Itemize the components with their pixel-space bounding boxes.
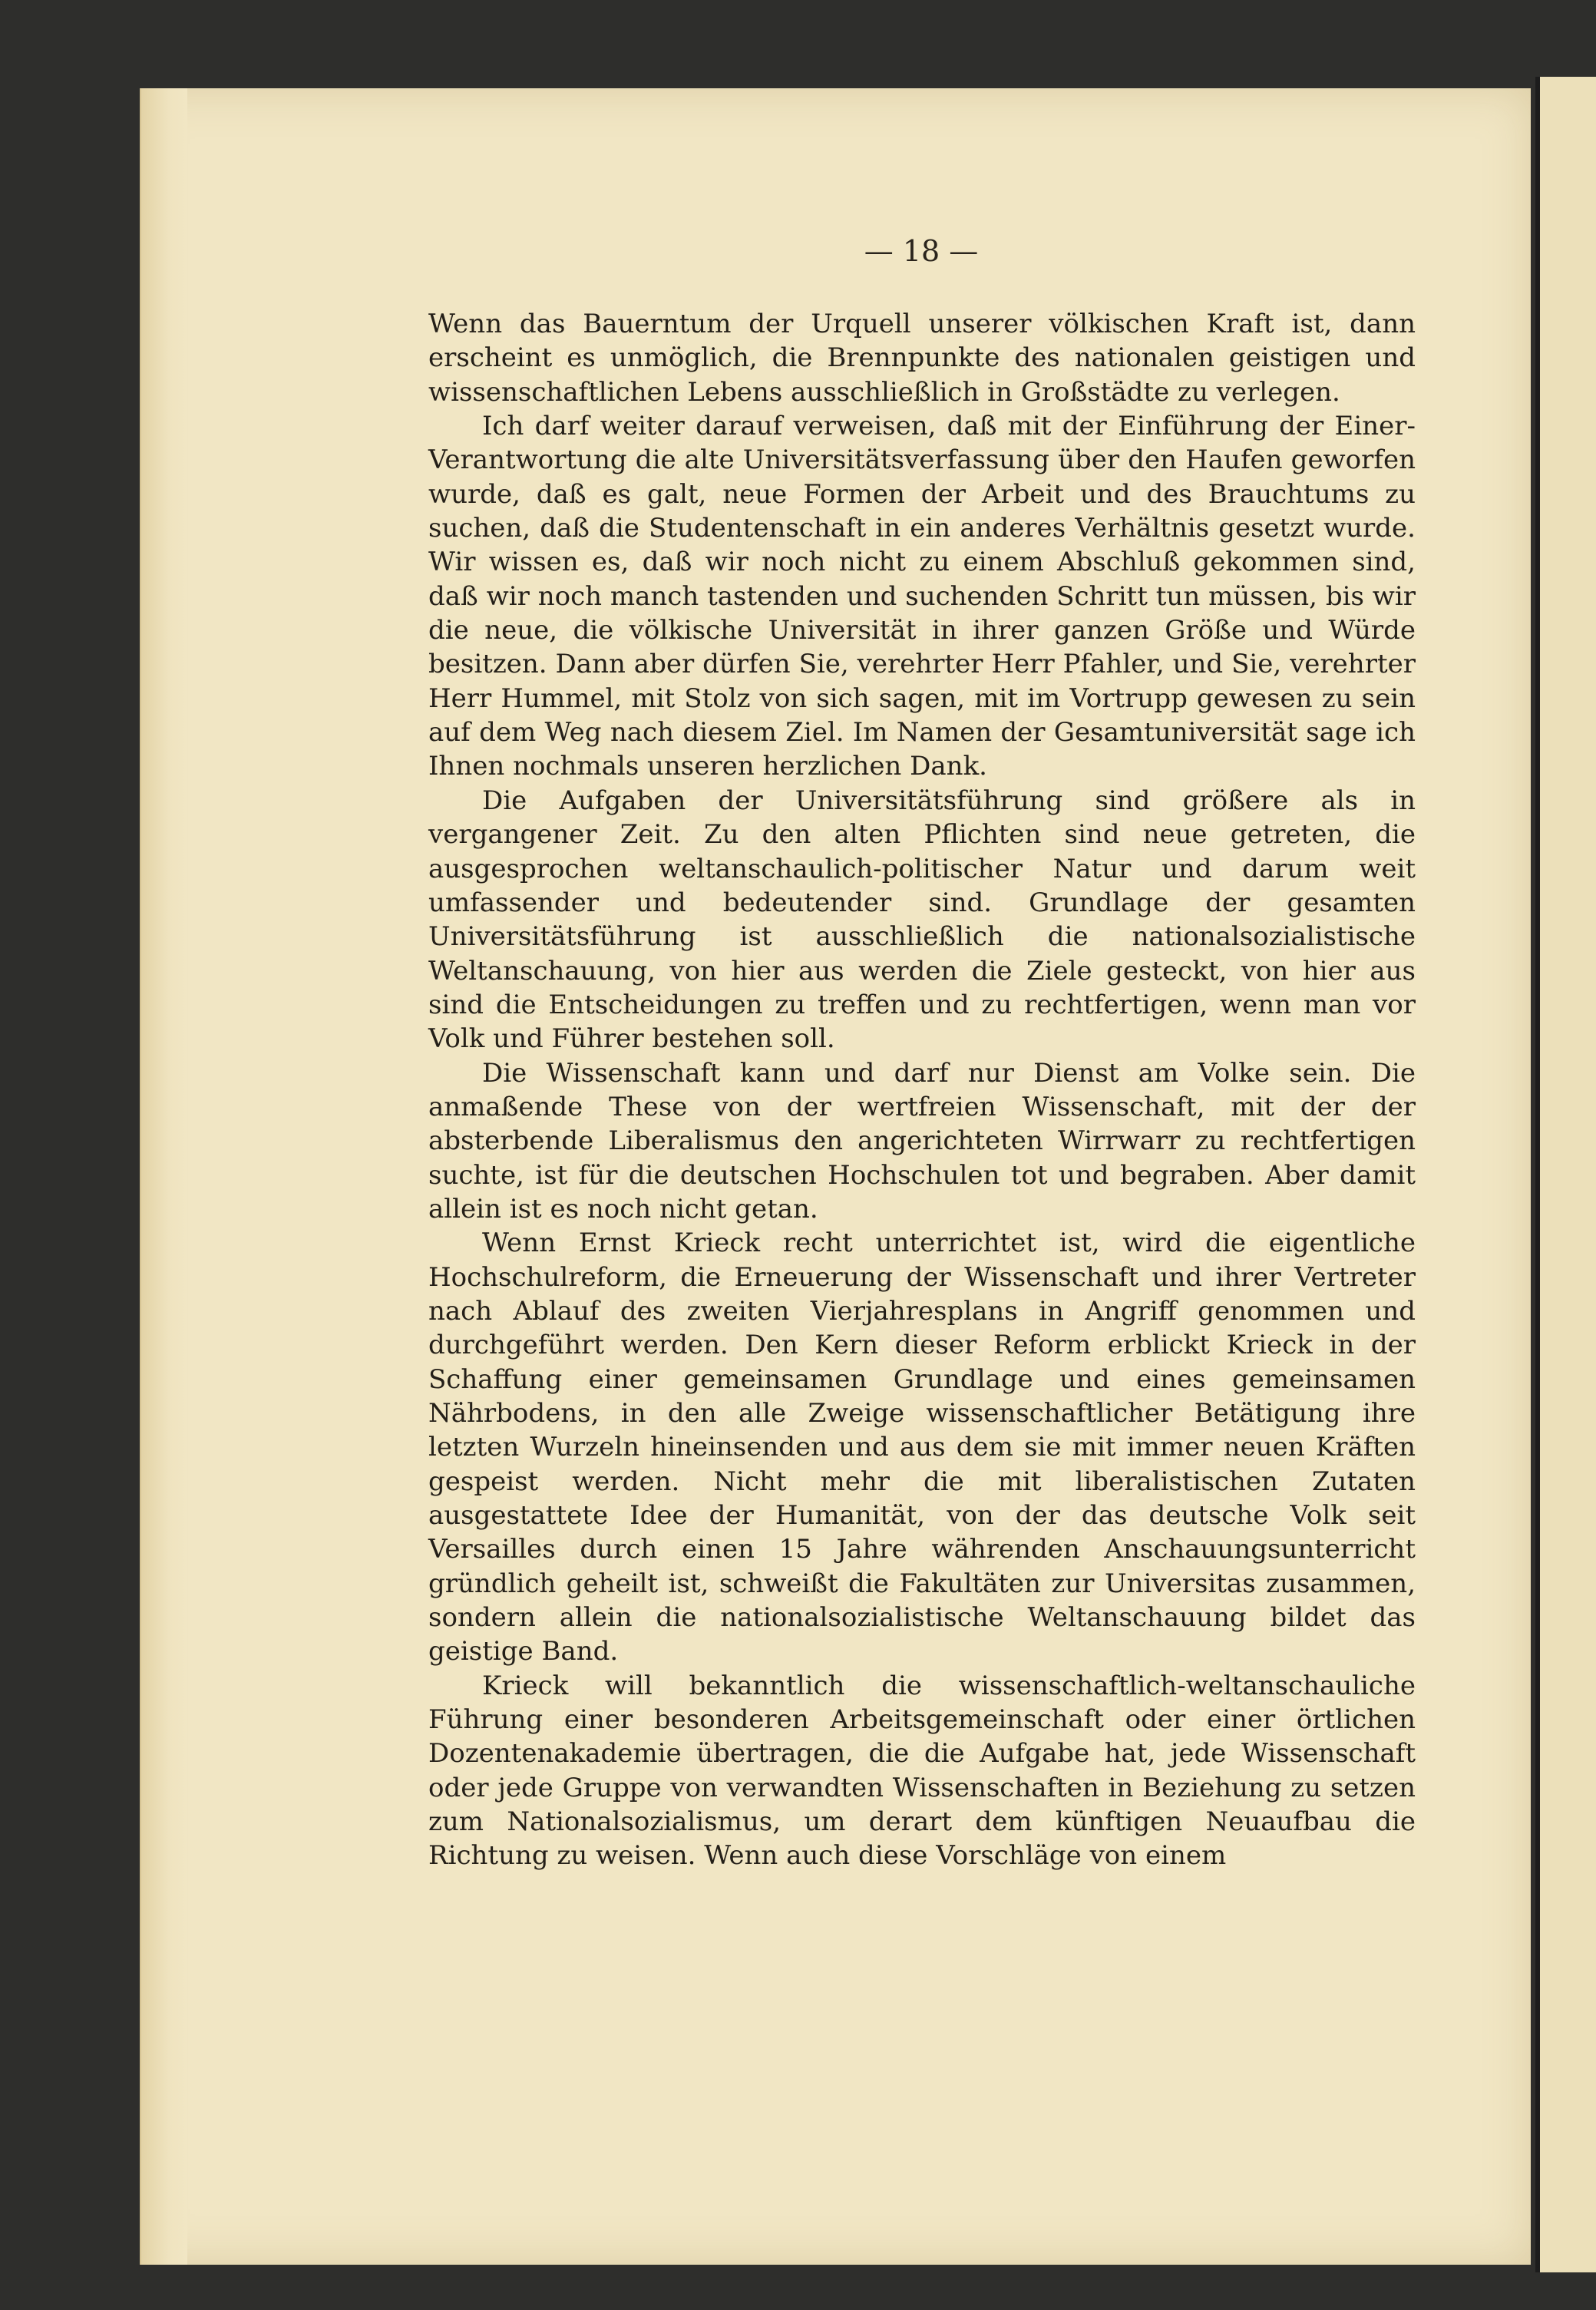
paragraph: Die Wissenschaft kann und darf nur Dienst am Volke sein. Die anmaßende These von der wertfreien Wissenschaft, mit der der absterbende Liberalismus den angerichteten Wirrwarr zu rechtfertigen suchte, ist für die deutschen Hochschulen tot und begraben. Aber damit allein ist es noch nicht getan.	[428, 1057, 1416, 1224]
body-text	[428, 307, 1416, 1873]
adjacent-page-edge	[1535, 77, 1596, 2272]
paragraph: Krieck will bekanntlich die wissenschaftlich-weltanschauliche Führung einer besonderen Arbeitsgemeinschaft oder einer örtlichen Dozentenakademie übertragen, die die Aufgabe hat, jede Wissenschaft oder jede Gruppe von verwandten Wissenschaften in Beziehung zu setzen zum Nationalsozialismus, um derart dem künftigen Neuaufbau die Richtung zu weisen. Wenn auch diese Vorschläge von einem	[428, 1670, 1416, 1872]
page-gutter	[140, 88, 187, 2265]
page-number: — 18 —	[864, 234, 979, 268]
paragraph: Wenn Ernst Krieck recht unterrichtet ist, wird die eigentliche Hochschulreform, die Erneuerung der Wissenschaft und ihrer Vertreter nach Ablauf des zweiten Vierjahresplans in Angriff genommen und durchgeführt werden. Den Kern dieser Reform erblickt Krieck in der Schaffung einer gemeinsamen Grundlage und eines gemeinsamen Nährbodens, in den alle Zweige wissenschaftlicher Betätigung ihre letzten Wurzeln hineinsenden und aus dem sie mit immer neuen Kräften gespeist werden. Nicht mehr die mit liberalistischen Zutaten ausgestattete Idee der Humanität, von der das deutsche Volk seit Versailles durch einen 15 Jahre währenden Anschauungsunterricht gründlich geheilt ist, schweißt die Fakultäten zur Universitas zusammen, sondern allein die nationalsozialistische Weltanschauung bildet das geistige Band.	[428, 1228, 1416, 1667]
paragraph: Die Aufgaben der Universitätsführung sind größere als in vergangener Zeit. Zu den alten Pflichten sind neue getreten, die ausgesprochen weltanschaulich-politischer Natur und darum weit umfassender und bedeutender sind. Grundlage der gesamten Universitätsführung ist ausschließlich die nationalsozialistische Weltanschauung, von hier aus werden die Ziele gesteckt, von hier aus sind die Entscheidungen zu treffen und zu rechtfertigen, wenn man vor Volk und Führer bestehen soll.	[428, 785, 1416, 1055]
paragraph: Wenn das Bauerntum der Urquell unserer völkischen Kraft ist, dann erscheint es unmöglich, die Brennpunkte des nationalen geistigen und wissenschaftlichen Lebens ausschließlich in Großstädte zu verlegen.	[428, 309, 1416, 408]
paragraph: Ich darf weiter darauf verweisen, daß mit der Einführung der Einer-Verantwortung die alte Universitätsverfassung über den Haufen geworfen wurde, daß es galt, neue Formen der Arbeit und des Brauchtums zu suchen, daß die Studentenschaft in ein anderes Verhältnis gesetzt wurde. Wir wissen es, daß wir noch nicht zu einem Abschluß gekommen sind, daß wir noch manch tastenden und suchenden Schritt tun müssen, bis wir die neue, die völkische Universität in ihrer ganzen Größe und Würde besitzen. Dann aber dürfen Sie, verehrter Herr Pfahler, und Sie, verehrter Herr Hummel, mit Stolz von sich sagen, mit im Vortrupp gewesen zu sein auf dem Weg nach diesem Ziel. Im Namen der Gesamtuniversität sage ich Ihnen nochmals unseren herzlichen Dank.	[428, 411, 1416, 782]
